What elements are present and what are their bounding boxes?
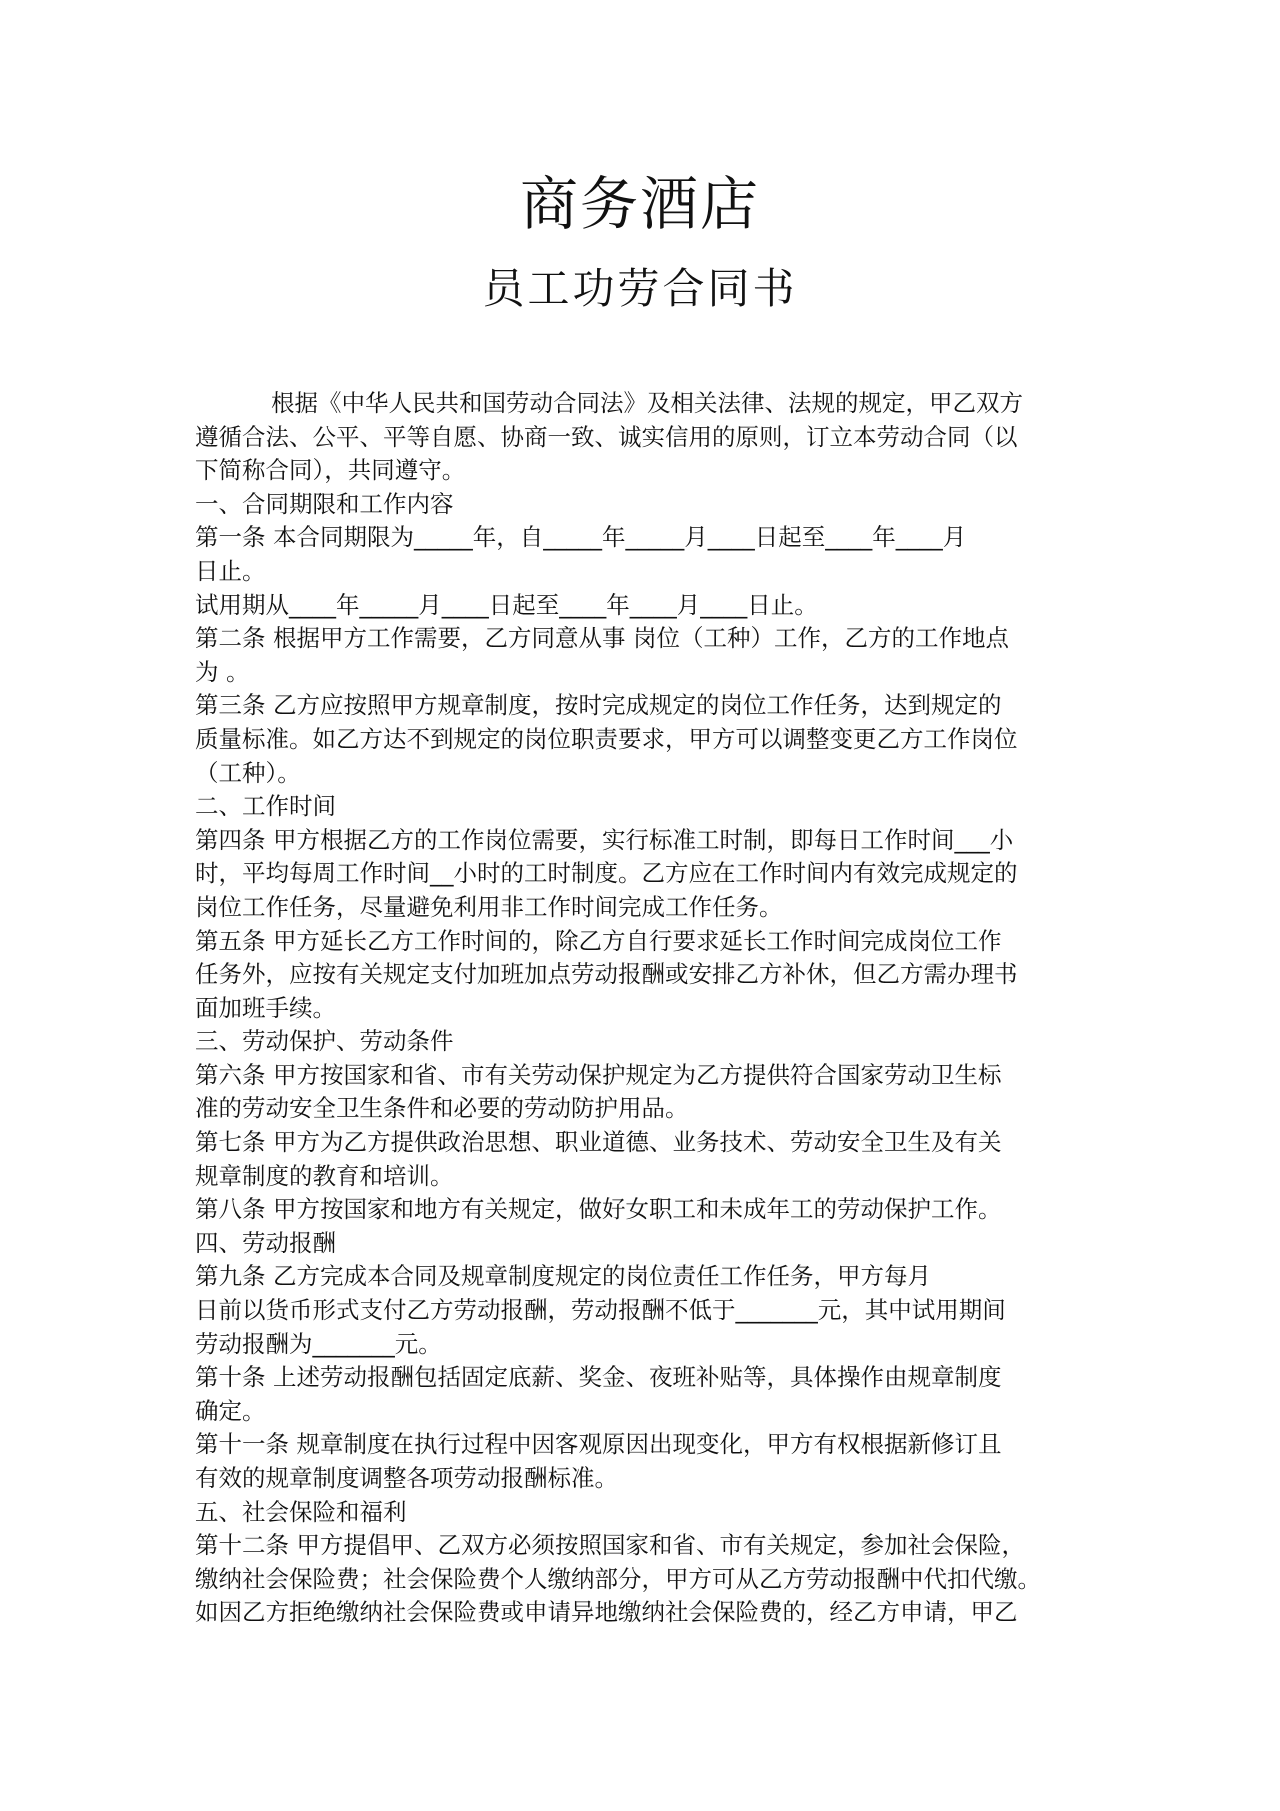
body-line: 第六条 甲方按国家和省、市有关劳动保护规定为乙方提供符合国家劳动卫生标 [195, 1060, 1002, 1089]
body-line: 岗位工作任务，尽量避免利用非工作时间完成工作任务。 [195, 892, 783, 921]
body-line: 三、劳动保护、劳动条件 [195, 1027, 454, 1056]
body-line: 下简称合同），共同遵守。 [195, 456, 466, 485]
body-line: 四、劳动报酬 [195, 1228, 336, 1257]
body-line: 第二条 根据甲方工作需要，乙方同意从事 岗位（工种）工作，乙方的工作地点 [195, 624, 1009, 653]
body-line: 第九条 乙方完成本合同及规章制度规定的岗位责任工作任务，甲方每月 [195, 1262, 931, 1291]
body-line: 第一条 本合同期限为_____年，自_____年_____月____日起至____年____月 [195, 523, 967, 552]
body-line: 日前以货币形式支付乙方劳动报酬，劳动报酬不低于_______元，其中试用期间 [195, 1296, 1006, 1325]
body-line: 规章制度的教育和培训。 [195, 1161, 454, 1190]
body-line: 准的劳动安全卫生条件和必要的劳动防护用品。 [195, 1094, 689, 1123]
document-title: 商务酒店 [519, 170, 760, 238]
body-line: 劳动报酬为_______元。 [195, 1329, 442, 1358]
body-line: 时，平均每周工作时间__小时的工时制度。乙方应在工作时间内有效完成规定的 [195, 859, 1018, 888]
body-line: 试用期从____年_____月____日起至____年____月____日止。 [195, 590, 818, 619]
body-line: 为 。 [195, 657, 250, 686]
body-line: 第十一条 规章制度在执行过程中因客观原因出现变化，甲方有权根据新修订且 [195, 1430, 1002, 1459]
body-line: 二、工作时间 [195, 792, 336, 821]
body-line: 第五条 甲方延长乙方工作时间的，除乙方自行要求延长工作时间完成岗位工作 [195, 926, 1002, 955]
body-line: 第八条 甲方按国家和地方有关规定，做好女职工和未成年工的劳动保护工作。 [195, 1195, 1002, 1224]
document-body [195, 387, 1095, 1630]
body-line: 确定。 [195, 1396, 266, 1425]
body-line: 任务外，应按有关规定支付加班加点劳动报酬或安排乙方补休，但乙方需办理书 [195, 960, 1018, 989]
body-line: 如因乙方拒绝缴纳社会保险费或申请异地缴纳社会保险费的，经乙方申请，甲乙 [195, 1598, 1018, 1627]
body-line: 第十条 上述劳动报酬包括固定底薪、奖金、夜班补贴等，具体操作由规章制度 [195, 1363, 1002, 1392]
body-line: 遵循合法、公平、平等自愿、协商一致、诚实信用的原则，订立本劳动合同（以 [195, 422, 1018, 451]
document-subtitle: 员工功劳合同书 [482, 264, 798, 313]
body-line: 面加班手续。 [195, 993, 336, 1022]
body-line: 第七条 甲方为乙方提供政治思想、职业道德、业务技术、劳动安全卫生及有关 [195, 1128, 1002, 1157]
body-line: 一、合同期限和工作内容 [195, 489, 454, 518]
body-line: 第三条 乙方应按照甲方规章制度，按时完成规定的岗位工作任务，达到规定的 [195, 691, 1002, 720]
body-line: 质量标准。如乙方达不到规定的岗位职责要求，甲方可以调整变更乙方工作岗位 [195, 724, 1018, 753]
body-line: 五、社会保险和福利 [195, 1497, 407, 1526]
body-line: 第四条 甲方根据乙方的工作岗位需要，实行标准工时制，即每日工作时间___小 [195, 825, 1014, 854]
body-line: （工种）。 [195, 758, 301, 787]
body-line: 根据《中华人民共和国劳动合同法》及相关法律、法规的规定，甲乙双方 [271, 389, 1023, 417]
body-line: 有效的规章制度调整各项劳动报酬标准。 [195, 1464, 618, 1492]
body-line: 日止。 [195, 556, 266, 585]
body-line: 缴纳社会保险费；社会保险费个人缴纳部分，甲方可从乙方劳动报酬中代扣代缴。 [195, 1564, 1041, 1593]
body-line: 第十二条 甲方提倡甲、乙双方必须按照国家和省、市有关规定，参加社会保险， [195, 1531, 1025, 1560]
